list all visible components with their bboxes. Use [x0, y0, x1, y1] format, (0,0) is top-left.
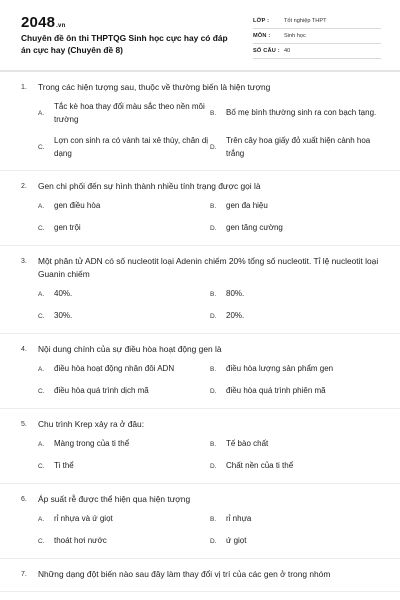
option-text: 80%.	[226, 289, 245, 299]
answer-option[interactable]	[38, 135, 210, 160]
option-key: A.	[38, 365, 45, 373]
answer-option[interactable]	[38, 363, 210, 376]
question-text: Những dạng đột biến nào sau đây làm thay đổi vị trí của các gen ở trong nhóm	[38, 569, 331, 579]
option-key: B.	[210, 290, 217, 298]
answer-options	[38, 101, 400, 160]
answer-options	[38, 513, 400, 548]
option-text: Tế bào chất	[226, 439, 269, 449]
option-key: D.	[210, 537, 217, 545]
question-item	[0, 334, 400, 409]
logo-main: 2048	[21, 14, 56, 31]
option-text: thoát hơi nước	[54, 536, 107, 546]
option-text: Tắc kè hoa thay đổi màu sắc theo nền môi trường	[54, 102, 205, 124]
site-logo[interactable]	[21, 14, 65, 31]
option-text: gen tăng cường	[226, 223, 283, 233]
question-list	[0, 72, 400, 592]
option-text: điều hòa quá trình dịch mã	[54, 386, 149, 396]
answer-option[interactable]	[210, 222, 382, 235]
answer-option[interactable]	[210, 460, 382, 473]
option-key: C.	[38, 312, 45, 320]
header	[0, 0, 400, 72]
answer-options	[38, 363, 400, 398]
option-key: D.	[210, 312, 217, 320]
option-text: Bố mẹ bình thường sinh ra con bạch tạng.	[226, 108, 377, 118]
meta-value: Sinh học	[284, 33, 306, 39]
option-text: gen điều hòa	[54, 201, 101, 211]
logo-suffix: .vn	[56, 23, 66, 29]
answer-options	[38, 288, 400, 323]
option-text: Ti thể	[54, 461, 74, 471]
option-key: C.	[38, 143, 45, 151]
answer-option[interactable]	[210, 310, 382, 323]
option-key: D.	[210, 224, 217, 232]
answer-option[interactable]	[38, 200, 210, 213]
option-text: gen đa hiệu	[226, 201, 268, 211]
option-key: A.	[38, 440, 45, 448]
option-key: A.	[38, 109, 45, 117]
question-text: Trong các hiện tượng sau, thuộc về thường biến là hiện tượng	[38, 82, 271, 92]
option-text: Lợn con sinh ra có vành tai xẻ thùy, chân dị dạng	[54, 136, 209, 158]
option-text: điều hòa hoạt động nhân đôi ADN	[54, 364, 175, 374]
question-item	[0, 559, 400, 592]
option-text: gen trội	[54, 223, 81, 233]
meta-value: Tốt nghiệp THPT	[284, 18, 327, 24]
option-text: rỉ nhựa và ứ giọt	[54, 514, 113, 524]
answer-option[interactable]	[210, 438, 382, 451]
option-text: Trên cây hoa giấy đỏ xuất hiện cành hoa trắng	[226, 136, 371, 158]
option-key: B.	[210, 109, 217, 117]
answer-option[interactable]	[210, 513, 382, 526]
option-key: D.	[210, 462, 217, 470]
answer-option[interactable]	[38, 222, 210, 235]
question-item	[0, 72, 400, 171]
option-key: D.	[210, 387, 217, 395]
question-stem	[0, 418, 400, 431]
question-stem	[0, 493, 400, 506]
document-title: Chuyên đề ôn thi THPTQG Sinh học cực hay có đáp án cực hay (Chuyên đề 8)	[21, 33, 228, 55]
option-text: 20%.	[226, 311, 245, 321]
option-key: C.	[38, 224, 45, 232]
meta-row-class	[253, 14, 381, 29]
meta-info	[253, 14, 381, 59]
question-stem	[0, 180, 400, 193]
question-number: 2.	[21, 183, 27, 190]
option-key: B.	[210, 440, 217, 448]
answer-option[interactable]	[38, 101, 210, 126]
question-number: 6.	[21, 496, 27, 503]
question-number: 5.	[21, 421, 27, 428]
option-key: A.	[38, 515, 45, 523]
question-item	[0, 409, 400, 484]
answer-option[interactable]	[210, 101, 382, 126]
question-item	[0, 171, 400, 246]
question-stem	[0, 81, 400, 94]
answer-option[interactable]	[38, 460, 210, 473]
question-number: 1.	[21, 84, 27, 91]
question-stem	[0, 343, 400, 356]
meta-key: LỚP :	[253, 18, 270, 24]
option-key: B.	[210, 365, 217, 373]
option-text: rỉ nhựa	[226, 514, 252, 524]
answer-option[interactable]	[38, 310, 210, 323]
option-key: C.	[38, 537, 45, 545]
meta-key: SỐ CÂU :	[253, 48, 280, 54]
option-key: A.	[38, 202, 45, 210]
option-key: D.	[210, 143, 217, 151]
answer-options	[38, 200, 400, 235]
question-text: Nội dung chính của sự điều hòa hoạt động gen là	[38, 344, 222, 354]
option-text: Màng trong của ti thể	[54, 439, 130, 449]
option-key: C.	[38, 462, 45, 470]
option-text: Chất nền của ti thể	[226, 461, 294, 471]
question-text: Một phân tử ADN có số nucleotit loại Adenin chiếm 20% tổng số nucleotit. Tỉ lệ nucleotit loại Guanin chiếm	[38, 256, 379, 279]
option-text: điều hòa quá trình phiên mã	[226, 386, 326, 396]
question-text: Chu trình Krep xảy ra ở đâu:	[38, 419, 145, 429]
option-text: điều hòa lượng sản phẩm gen	[226, 364, 334, 374]
answer-option[interactable]	[210, 135, 382, 160]
question-item	[0, 246, 400, 334]
answer-option[interactable]	[210, 288, 382, 301]
question-item	[0, 484, 400, 559]
meta-value: 40	[284, 48, 291, 54]
option-text: ứ giọt	[226, 536, 247, 546]
answer-option[interactable]	[38, 385, 210, 398]
meta-row-count	[253, 44, 381, 59]
option-key: B.	[210, 515, 217, 523]
answer-option[interactable]	[38, 438, 210, 451]
question-text: Áp suất rễ được thể hiện qua hiện tượng	[38, 494, 191, 504]
option-key: C.	[38, 387, 45, 395]
question-number: 4.	[21, 346, 27, 353]
answer-option[interactable]	[38, 535, 210, 548]
meta-key: MÔN :	[253, 33, 271, 39]
answer-option[interactable]	[210, 385, 382, 398]
question-stem	[0, 568, 400, 581]
option-key: A.	[38, 290, 45, 298]
answer-option[interactable]	[210, 535, 382, 548]
answer-option[interactable]	[38, 513, 210, 526]
option-key: B.	[210, 202, 217, 210]
question-stem	[0, 255, 400, 281]
question-number: 3.	[21, 258, 27, 265]
answer-options	[38, 438, 400, 473]
question-text: Gen chi phối đến sự hình thành nhiều tính trạng được gọi là	[38, 181, 261, 191]
answer-option[interactable]	[38, 288, 210, 301]
answer-option[interactable]	[210, 200, 382, 213]
option-text: 40%.	[54, 289, 73, 299]
option-text: 30%.	[54, 311, 73, 321]
question-number: 7.	[21, 571, 27, 578]
meta-row-subject	[253, 29, 381, 44]
answer-option[interactable]	[210, 363, 382, 376]
